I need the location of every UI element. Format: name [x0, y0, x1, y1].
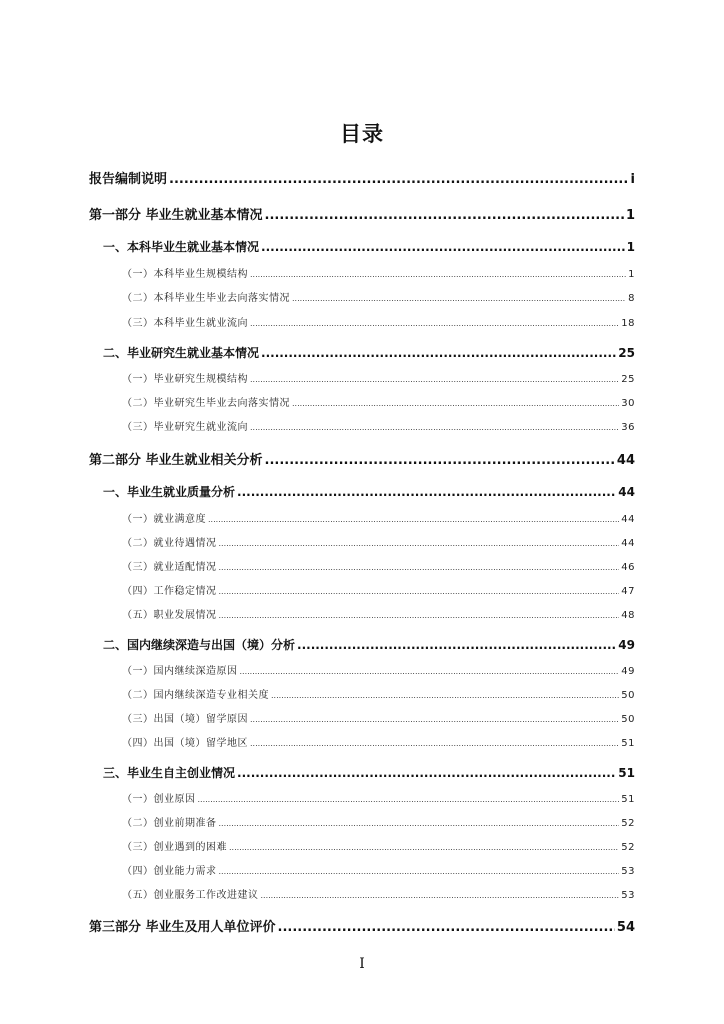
toc-entry-subsection[interactable]: [122, 558, 635, 573]
toc-leader-dots: [237, 766, 616, 780]
page-title: 目录: [340, 122, 384, 146]
toc-entry-section-2-2[interactable]: [103, 636, 635, 653]
toc-leader-dots: [261, 891, 620, 900]
toc-entry-subsection[interactable]: [122, 790, 635, 805]
toc-page-number: 51: [618, 766, 635, 780]
toc-entry-part-1[interactable]: [89, 204, 635, 223]
toc-leader-dots: [261, 346, 616, 360]
toc-page-number: 54: [616, 920, 635, 935]
toc-entry-label: 第三部分 毕业生及用人单位评价: [89, 920, 276, 935]
toc-page-number: 50: [621, 690, 635, 701]
toc-page-number: 47: [621, 586, 635, 597]
toc-leader-dots: [292, 294, 626, 303]
toc-entry-subsection[interactable]: [122, 886, 635, 901]
toc-entry-subsection[interactable]: [122, 862, 635, 877]
toc-entry-label: （三）就业适配情况: [122, 562, 217, 573]
toc-entry-label: 一、本科毕业生就业基本情况: [103, 240, 260, 254]
toc-page-number: 1: [626, 240, 635, 254]
toc-leader-dots: [265, 453, 615, 468]
toc-leader-dots: [198, 795, 620, 804]
toc-leader-dots: [297, 638, 616, 652]
toc-entry-label: （二）本科毕业生毕业去向落实情况: [122, 293, 290, 304]
toc-page-number: 44: [618, 485, 635, 499]
toc-entry-subsection[interactable]: [122, 314, 635, 329]
toc-page-number: 30: [621, 398, 635, 409]
toc-leader-dots: [169, 172, 629, 187]
toc-page-number: 1: [625, 208, 635, 223]
toc-entry-subsection[interactable]: [122, 394, 635, 409]
toc-leader-dots: [271, 691, 619, 700]
toc-entry-label: 二、国内继续深造与出国（境）分析: [103, 638, 296, 652]
toc-entry-subsection[interactable]: [122, 734, 635, 749]
toc-leader-dots: [219, 867, 620, 876]
toc-entry-label: 第一部分 毕业生就业基本情况: [89, 208, 263, 223]
toc-entry-label: （三）毕业研究生就业流向: [122, 422, 248, 433]
toc-leader-dots: [250, 739, 619, 748]
toc-page-number: 50: [621, 714, 635, 725]
toc-entry-label: 三、毕业生自主创业情况: [103, 766, 236, 780]
toc-entry-label: 第二部分 毕业生就业相关分析: [89, 453, 263, 468]
toc-entry-subsection[interactable]: [122, 814, 635, 829]
toc-page-number: i: [630, 172, 635, 187]
toc-entry-section-2-3[interactable]: [103, 764, 635, 781]
toc-page-number: 52: [621, 818, 635, 829]
toc-entry-label: （三）出国（境）留学原因: [122, 714, 248, 725]
toc-page-number: 36: [621, 422, 635, 433]
toc-page-number: 25: [618, 346, 635, 360]
toc-entry-part-3[interactable]: [89, 916, 635, 935]
toc-entry-label: （二）创业前期准备: [122, 818, 217, 829]
toc-page-number: 53: [621, 866, 635, 877]
toc-leader-dots: [250, 319, 619, 328]
toc-entry-label: （五）职业发展情况: [122, 610, 217, 621]
toc-leader-dots: [208, 515, 619, 524]
toc-entry-subsection[interactable]: [122, 289, 635, 304]
toc-entry-label: （二）就业待遇情况: [122, 538, 217, 549]
toc-leader-dots: [240, 667, 620, 676]
toc-entry-section-1-1[interactable]: [103, 238, 635, 255]
toc-entry-label: （四）工作稳定情况: [122, 586, 217, 597]
toc-entry-label: （二）毕业研究生毕业去向落实情况: [122, 398, 290, 409]
toc-entry-label: （一）就业满意度: [122, 514, 206, 525]
toc-leader-dots: [219, 819, 620, 828]
toc-entry-label: （五）创业服务工作改进建议: [122, 890, 259, 901]
toc-leader-dots: [278, 920, 615, 935]
toc-entry-label: （三）创业遇到的困难: [122, 842, 227, 853]
toc-leader-dots: [237, 485, 616, 499]
toc-page-number: 44: [616, 453, 635, 468]
toc-leader-dots: [292, 399, 619, 408]
toc-page-number: 53: [621, 890, 635, 901]
toc-page-number: 44: [621, 538, 635, 549]
toc-page-number: 8: [628, 293, 635, 304]
toc-leader-dots: [250, 423, 619, 432]
toc-entry-part-2[interactable]: [89, 449, 635, 468]
toc-leader-dots: [229, 843, 619, 852]
toc-entry-subsection[interactable]: [122, 418, 635, 433]
toc-entry-subsection[interactable]: [122, 710, 635, 725]
toc-entry-label: （二）国内继续深造专业相关度: [122, 690, 269, 701]
toc-entry-label: （一）创业原因: [122, 794, 196, 805]
toc-leader-dots: [265, 208, 624, 223]
toc-page-number: 48: [621, 610, 635, 621]
toc-page-number: 18: [621, 318, 635, 329]
toc-page-number: 25: [621, 374, 635, 385]
toc-page-number: 1: [628, 269, 635, 280]
toc-entry-subsection[interactable]: [122, 686, 635, 701]
toc-leader-dots: [250, 375, 619, 384]
toc-leader-dots: [219, 587, 620, 596]
toc-entry-section-1-2[interactable]: [103, 344, 635, 361]
toc-leader-dots: [219, 563, 620, 572]
toc-leader-dots: [219, 539, 620, 548]
toc-entry-label: （一）本科毕业生规模结构: [122, 269, 248, 280]
toc-page-number: 46: [621, 562, 635, 573]
toc-entry-subsection[interactable]: [122, 510, 635, 525]
toc-entry-subsection[interactable]: [122, 534, 635, 549]
toc-leader-dots: [219, 611, 620, 620]
toc-entry-label: （三）本科毕业生就业流向: [122, 318, 248, 329]
toc-page-number: 51: [621, 794, 635, 805]
toc-entry-label: 一、毕业生就业质量分析: [103, 485, 236, 499]
toc-entry-subsection[interactable]: [122, 606, 635, 621]
toc-entry-subsection[interactable]: [122, 838, 635, 853]
toc-entry-label: （一）国内继续深造原因: [122, 666, 238, 677]
toc-entry-subsection[interactable]: [122, 582, 635, 597]
page-number-footer: I: [359, 956, 365, 972]
toc-entry-label: （四）出国（境）留学地区: [122, 738, 248, 749]
toc-entry-report-notes[interactable]: [89, 168, 635, 187]
toc-entry-subsection[interactable]: [122, 265, 635, 280]
toc-entry-label: （四）创业能力需求: [122, 866, 217, 877]
toc-page-number: 49: [621, 666, 635, 677]
toc-page-number: 51: [621, 738, 635, 749]
toc-entry-label: 报告编制说明: [89, 172, 168, 187]
toc-leader-dots: [261, 240, 625, 254]
toc-leader-dots: [250, 715, 619, 724]
toc-entry-subsection[interactable]: [122, 370, 635, 385]
toc-entry-label: 二、毕业研究生就业基本情况: [103, 346, 260, 360]
toc-entry-subsection[interactable]: [122, 662, 635, 677]
toc-page-number: 44: [621, 514, 635, 525]
toc-page-number: 52: [621, 842, 635, 853]
toc-page-number: 49: [618, 638, 635, 652]
toc-entry-section-2-1[interactable]: [103, 483, 635, 500]
toc-entry-label: （一）毕业研究生规模结构: [122, 374, 248, 385]
toc-leader-dots: [250, 270, 626, 279]
